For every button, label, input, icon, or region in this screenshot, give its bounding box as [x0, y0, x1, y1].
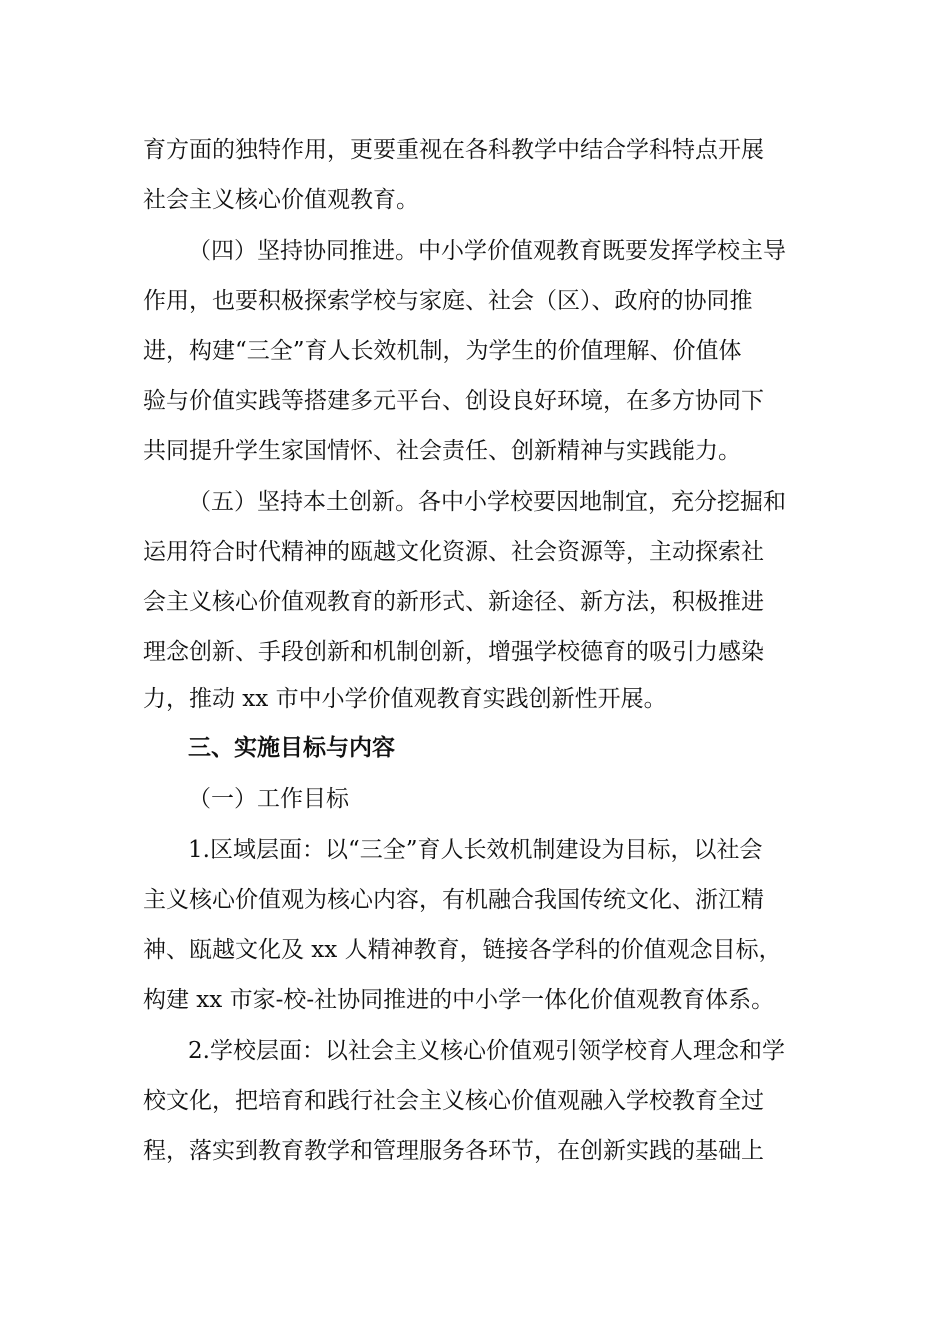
text-line: 校文化，把培育和践行社会主义核心价值观融入学校教育全过	[143, 1088, 764, 1114]
text-line: 程，落实到教育教学和管理服务各环节，在创新实践的基础上	[143, 1138, 764, 1164]
text-line: 神、瓯越文化及 xx 人精神教育，链接各学科的价值观念目标，	[143, 937, 782, 963]
paragraph-start-line: （五）坚持本土创新。各中小学校要因地制宜，充分挖掘和	[188, 489, 786, 515]
text-line: 作用，也要积极探索学校与家庭、社会（区）、政府的协同推	[143, 288, 753, 314]
paragraph-start-line: 2.学校层面：以社会主义核心价值观引领学校育人理念和学	[188, 1038, 785, 1064]
text-line: 理念创新、手段创新和机制创新，增强学校德育的吸引力感染	[143, 639, 764, 665]
text-line: 育方面的独特作用，更要重视在各科教学中结合学科特点开展	[143, 137, 764, 163]
paragraph-start-line: （四）坚持协同推进。中小学价值观教育既要发挥学校主导	[188, 238, 786, 264]
text-line: 验与价值实践等搭建多元平台、创设良好环境，在多方协同下	[143, 388, 764, 414]
text-line: 构建 xx 市家-校-社协同推进的中小学一体化价值观教育体系。	[143, 987, 775, 1013]
paragraph-start-line: 1.区域层面：以“三全”育人长效机制建设为目标，以社会	[188, 837, 763, 863]
text-line: 共同提升学生家国情怀、社会责任、创新精神与实践能力。	[143, 438, 741, 464]
text-line: 进，构建“三全”育人长效机制，为学生的价值理解、价值体	[143, 338, 742, 364]
subsection-heading: （一）工作目标	[188, 786, 349, 812]
text-line: 力，推动 xx 市中小学价值观教育实践创新性开展。	[143, 686, 667, 712]
text-line: 社会主义核心价值观教育。	[143, 187, 419, 213]
text-line: 运用符合时代精神的瓯越文化资源、社会资源等，主动探索社	[143, 539, 764, 565]
text-line: 主义核心价值观为核心内容，有机融合我国传统文化、浙江精	[143, 887, 764, 913]
section-heading: 三、实施目标与内容	[188, 734, 395, 761]
text-line: 会主义核心价值观教育的新形式、新途径、新方法，积极推进	[143, 589, 764, 615]
